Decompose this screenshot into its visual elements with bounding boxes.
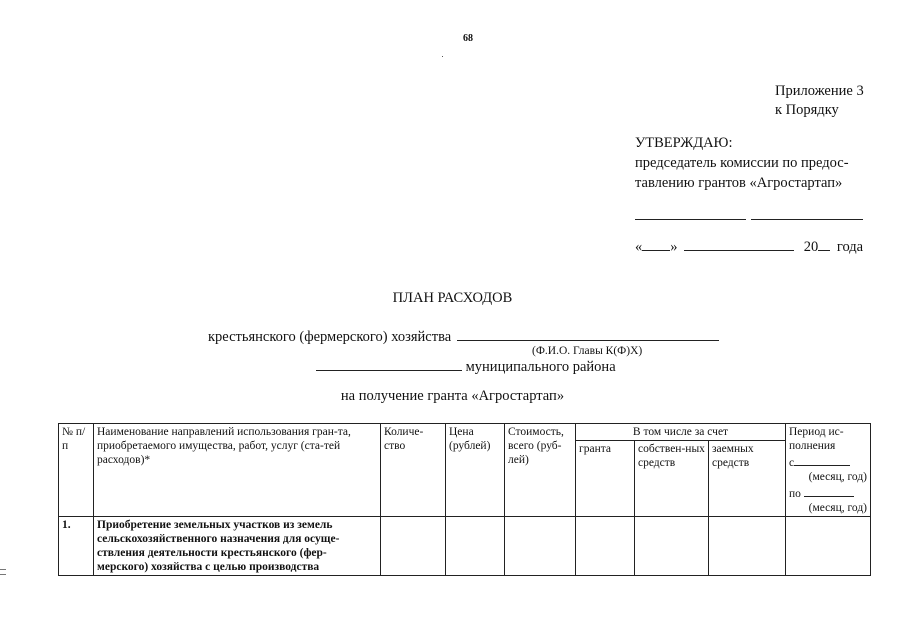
header-own-funds: собствен-ных средств bbox=[635, 441, 709, 517]
farm-label: крестьянского (фермерского) хозяйства bbox=[208, 329, 452, 345]
period-from-unit: (месяц, год) bbox=[808, 471, 867, 483]
period-to-unit: (месяц, год) bbox=[808, 502, 867, 514]
signature-name-line[interactable] bbox=[751, 219, 863, 220]
year-suffix: года bbox=[836, 239, 864, 255]
year-prefix: 20 bbox=[803, 239, 819, 255]
expense-plan-table bbox=[58, 423, 871, 576]
approval-line-1: председатель комиссии по предос- bbox=[635, 155, 849, 171]
period-from-field[interactable] bbox=[794, 453, 850, 466]
header-price: Цена (рублей) bbox=[446, 424, 505, 517]
annex-line-2: к Порядку bbox=[775, 102, 839, 118]
header-qty: Количе-ство bbox=[381, 424, 446, 517]
header-period bbox=[786, 424, 871, 517]
municipal-line bbox=[316, 358, 616, 376]
table-row bbox=[59, 517, 871, 576]
grant-line: на получение гранта «Агростартап» bbox=[340, 388, 565, 404]
header-name: Наименование направлений использования гран-та, приобретаемого имущества, работ, услуг (ста-тей расходов)* bbox=[94, 424, 381, 517]
row-own-cell[interactable] bbox=[635, 517, 709, 576]
row-loan-cell[interactable] bbox=[709, 517, 786, 576]
row-num: 1. bbox=[59, 517, 94, 576]
approval-heading: УТВЕРЖДАЮ: bbox=[635, 135, 733, 151]
date-day-field[interactable] bbox=[642, 238, 670, 251]
header-grant: гранта bbox=[576, 441, 635, 517]
farm-head-name-field[interactable] bbox=[457, 328, 719, 341]
page-number: 68 bbox=[463, 33, 473, 44]
row-cost-cell[interactable] bbox=[505, 517, 576, 576]
document-title: ПЛАН РАСХОДОВ bbox=[392, 290, 513, 306]
header-num: № п/п bbox=[59, 424, 94, 517]
period-title: Период ис-полнения bbox=[789, 426, 844, 452]
date-quote-open: « bbox=[635, 239, 643, 255]
period-from bbox=[789, 453, 867, 470]
row-grant-cell[interactable] bbox=[576, 517, 635, 576]
table-header-row bbox=[59, 424, 871, 441]
period-to bbox=[789, 484, 867, 501]
scan-edge-mark bbox=[0, 574, 6, 575]
period-to-field[interactable] bbox=[804, 484, 854, 497]
approval-line-2: тавлению грантов «Агростартап» bbox=[635, 175, 843, 191]
row-qty-cell[interactable] bbox=[381, 517, 446, 576]
annex-line-1: Приложение 3 bbox=[775, 83, 864, 99]
date-month-field[interactable] bbox=[684, 238, 794, 251]
period-from-label: с bbox=[789, 457, 795, 469]
farm-line bbox=[208, 328, 719, 346]
scan-speck bbox=[442, 56, 443, 57]
annex-reference bbox=[775, 82, 864, 120]
header-loan-funds: заемных средств bbox=[709, 441, 786, 517]
date-quote-close: » bbox=[670, 239, 678, 255]
date-year-field[interactable] bbox=[818, 238, 830, 251]
approval-block bbox=[635, 133, 849, 193]
municipal-label: муниципального района bbox=[465, 359, 616, 375]
period-to-label: по bbox=[789, 488, 801, 500]
row-name: Приобретение земельных участков из земель сельскохозяйственного назначения для осуще-ствления деятельности крестьянского (фер-мерского) хозяйства с целью производства bbox=[94, 517, 381, 576]
row-period-cell[interactable] bbox=[786, 517, 871, 576]
header-cost: Стоимость, всего (руб-лей) bbox=[505, 424, 576, 517]
municipal-district-field[interactable] bbox=[316, 358, 462, 371]
signature-line[interactable] bbox=[635, 219, 746, 220]
fio-caption: (Ф.И.О. Главы К(Ф)Х) bbox=[532, 345, 643, 357]
row-price-cell[interactable] bbox=[446, 517, 505, 576]
scan-edge-mark bbox=[0, 569, 6, 570]
header-including: В том числе за счет bbox=[576, 424, 786, 441]
approval-date bbox=[635, 238, 863, 256]
